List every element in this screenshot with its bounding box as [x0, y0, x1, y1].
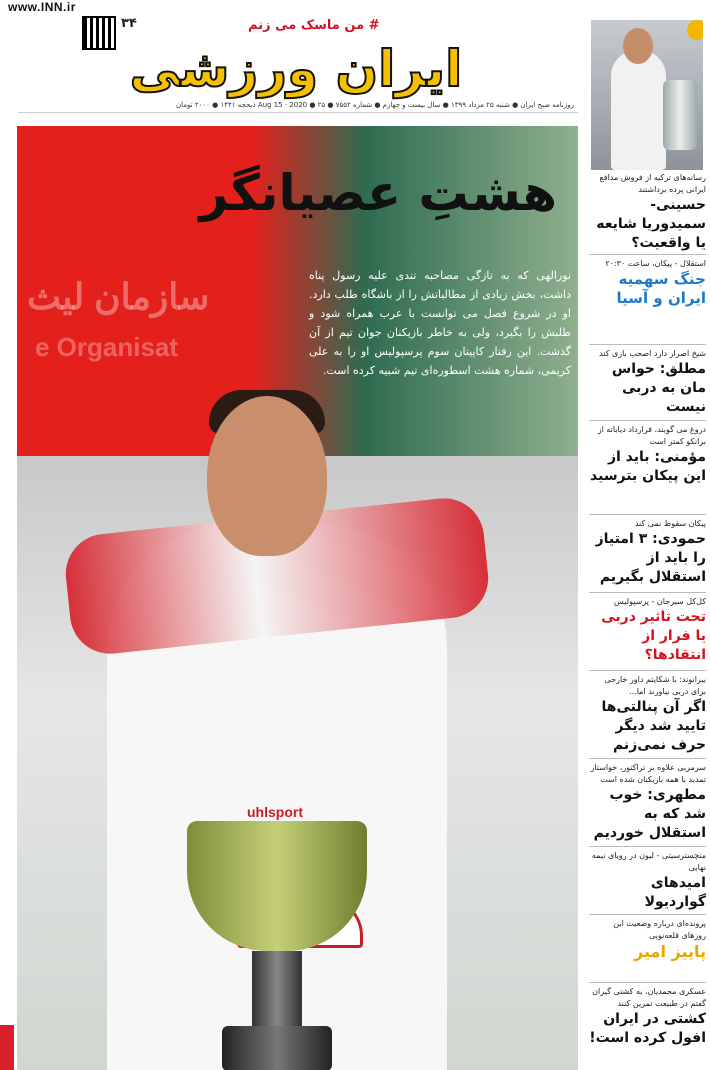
masthead: [18, 14, 578, 113]
story-kicker: رسانه‌های ترکیه از فروش مدافع ایرانی پرده برداشتند: [599, 173, 706, 194]
story-kicker: بیرانوند: با شکایتم داور خارجی برای دربی بیاورند اما...: [604, 675, 706, 696]
lead-paragraph: نورالهی که به تازگی مصاحبه تندی علیه رسول پناه داشت، بخش زیادی از مطالباتش را از باشگاه طلب دارد. او در شروع فصل می توانست با عرب همراه شود و طلبش را بگیرد، ولی به خاطر بازیکنان جوان تیم از آن گذشت. این رفتار کاپیتان سوم پرسپولیس او را به علی کریمی، شماره هشت اسطوره‌ای تیم شبیه کرده است.: [309, 269, 571, 377]
newspaper-logo: ایران ورزشی: [129, 40, 463, 98]
logo-circle-icon: [687, 20, 703, 40]
divider: [589, 592, 706, 593]
divider: [589, 254, 706, 255]
story-kicker: استقلال - پیکان، ساعت ۲۰:۳۰: [605, 259, 706, 268]
top-bar: [0, 0, 710, 14]
background-banner-text: سازمان لیث: [27, 276, 210, 317]
motto: # من ماسک می زنم: [248, 18, 380, 33]
issue-number: ۳۴: [121, 16, 137, 31]
sidebar-player-figure: [611, 50, 666, 170]
story-kicker: عسکری محمدیان، به کشتی گیران گفتم در طبیعت تمرین کنند: [592, 987, 706, 1008]
site-url[interactable]: www.INN.ir: [8, 0, 76, 14]
story-kicker: کل‌کل سیرجان - پرسپولیس: [614, 597, 706, 606]
sponsor-text: uhlsport: [247, 804, 303, 820]
story-kicker: سرمربی علاوه بر تراکتور، خواستار تمدید با همه بازیکنان شده است: [590, 763, 706, 784]
story-title: مطلق: حواس مان به دربی نیست: [611, 361, 706, 415]
divider: [589, 982, 706, 983]
story-title: کشتی در ایران افول کرده است!: [589, 1011, 706, 1046]
story-title: امیدهای گواردیولا: [644, 875, 706, 910]
player-photo: [57, 366, 497, 1070]
story-title: پاییز امیر: [634, 942, 706, 961]
story-9[interactable]: [585, 850, 710, 912]
hero-section: [17, 126, 578, 1070]
story-2[interactable]: [585, 258, 710, 308]
story-8[interactable]: [585, 762, 710, 843]
story-title: جنگ سهمیه ایران و آسیا: [616, 270, 706, 307]
sidebar: [585, 14, 710, 1070]
story-title: مطهری: خوب شد که به استقلال خوردیم: [593, 787, 706, 841]
story-11[interactable]: [585, 986, 710, 1048]
divider: [589, 420, 706, 421]
sidebar-photo: [591, 20, 703, 170]
story-6[interactable]: [585, 596, 710, 665]
story-title: اگر آن پنالتی‌ها تایید شد دیگر حرف نمی‌زنم: [601, 699, 706, 753]
info-line: روزنامه صبح ایران ● شنبه ۲۵ مرداد ۱۳۹۹ ● سال بیست و چهارم ● شماره ۷۵۵۲ ● Aug 15 · 2020 ● ۲۵ ذیحجه ۱۴۴۱ ● ۲۰۰۰ تومان: [176, 101, 574, 109]
corner-watermark: [0, 1025, 14, 1070]
story-1[interactable]: [585, 172, 710, 253]
story-kicker: منچسترسیتی - لیون در رویای نیمه نهایی: [591, 851, 706, 872]
story-kicker: پیکان سقوط نمی کند: [634, 519, 706, 528]
divider: [589, 514, 706, 515]
face: [207, 396, 327, 556]
story-10[interactable]: [585, 918, 710, 961]
story-kicker: دروغ می گویند، قرارداد دیاباته از برانکو کمتر است: [597, 425, 706, 446]
divider: [589, 846, 706, 847]
story-title: حمودی: ۳ امتیاز را باید از استقلال بگیریم: [595, 531, 706, 585]
story-3[interactable]: [585, 348, 710, 417]
trophy-stem: [252, 951, 302, 1031]
story-title: تحت تاثیر دربی یا فرار از انتقادها؟: [601, 609, 706, 663]
story-4[interactable]: [585, 424, 710, 486]
divider: [589, 914, 706, 915]
divider: [589, 758, 706, 759]
story-title: حسینی-سمیدوریا شایعه یا واقعیت؟: [596, 197, 706, 251]
sidebar-player-face: [623, 28, 653, 64]
story-5[interactable]: [585, 518, 710, 587]
story-kicker: پرونده‌ای درباره وضعیت این روزهای قلعه‌نویی: [613, 919, 706, 940]
story-7[interactable]: [585, 674, 710, 755]
main-headline[interactable]: هشتِ عصیانگر: [199, 164, 557, 222]
divider: [589, 344, 706, 345]
sidebar-trophy-icon: [663, 80, 697, 150]
story-title: مؤمنی: باید از این پیکان بترسید: [590, 449, 706, 484]
trophy-base: [222, 1026, 332, 1070]
story-kicker: شیخ اصرار دارد اصحب بازی کند: [599, 349, 706, 358]
trophy-cup: [187, 821, 367, 951]
trophy-icon: [167, 821, 387, 1070]
background-banner-text-2: e Organisat: [35, 332, 179, 362]
divider: [589, 670, 706, 671]
